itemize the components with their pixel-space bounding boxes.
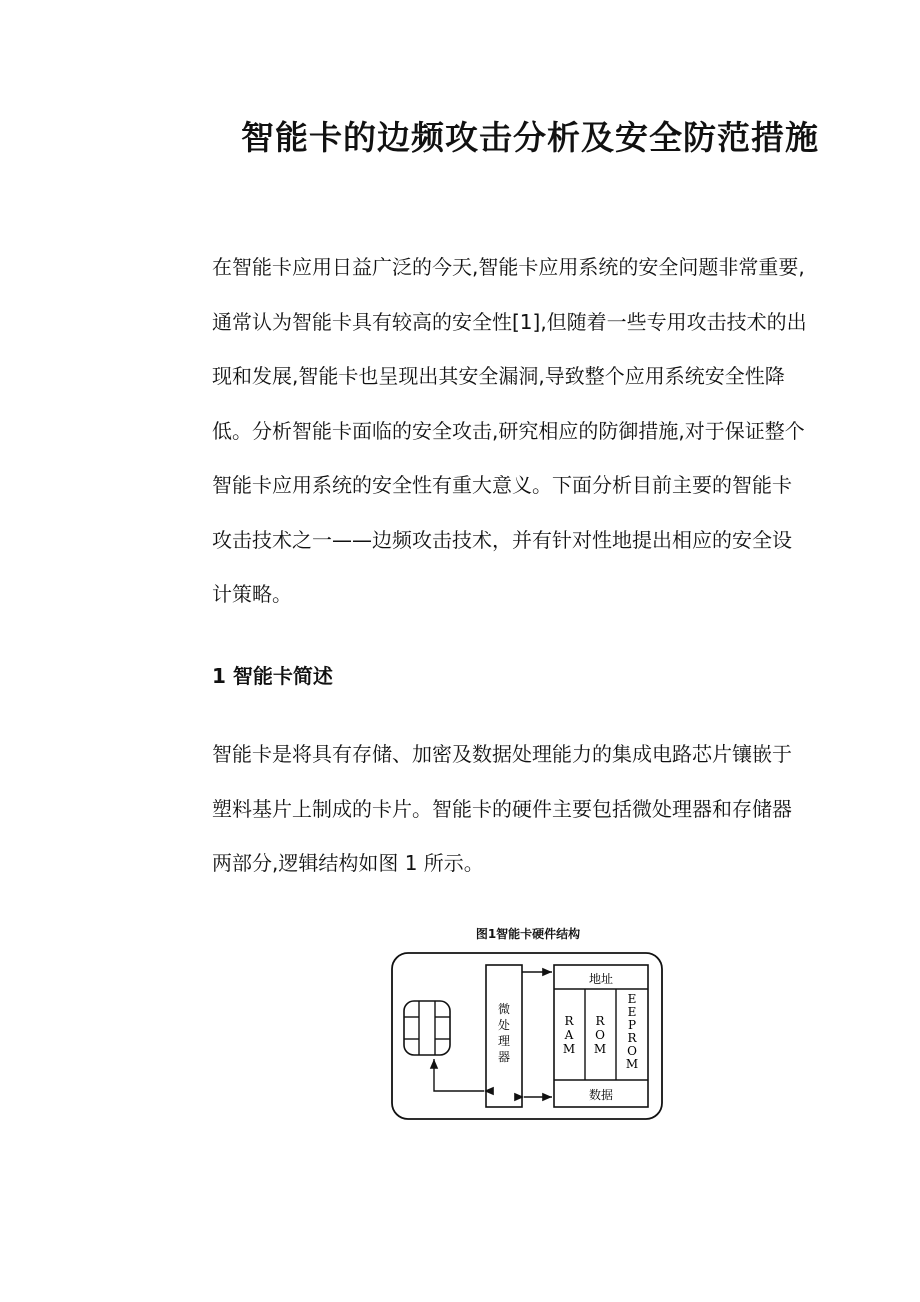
ram-label: M [562, 1042, 576, 1056]
figure-hardware-structure [388, 925, 668, 1125]
processor-label: 微 [497, 1002, 511, 1016]
intro-line: 现和发展,智能卡也呈现出其安全漏洞,导致整个应用系统安全性降 [212, 364, 785, 388]
eeprom-label: P [627, 1018, 637, 1032]
processor-label: 器 [497, 1050, 511, 1064]
document-title: 智能卡的边频攻击分析及安全防范措施 [241, 118, 819, 157]
figure-caption: 图1智能卡硬件结构 [475, 927, 581, 941]
io-arrow [434, 1059, 484, 1091]
ram-label: R [564, 1014, 574, 1028]
rom-label: R [595, 1014, 605, 1028]
eeprom-label: E [627, 1005, 637, 1019]
card-outline [392, 953, 662, 1119]
data-label: 数据 [588, 1088, 614, 1102]
section1-line: 塑料基片上制成的卡片。智能卡的硬件主要包括微处理器和存储器 [212, 796, 792, 821]
rom-label: O [595, 1028, 605, 1042]
eeprom-label: O [627, 1044, 637, 1058]
address-label: 地址 [588, 972, 614, 986]
section1-paragraph [212, 727, 862, 891]
hardware-diagram [388, 925, 668, 1125]
rom-label: M [593, 1042, 607, 1056]
eeprom-label: E [627, 992, 637, 1006]
chip-contact-icon [404, 1001, 450, 1055]
section1-line: 两部分,逻辑结构如图 1 所示。 [212, 851, 484, 875]
eeprom-label: R [627, 1031, 637, 1045]
section-heading: 1 智能卡简述 [212, 664, 333, 688]
intro-line: 计策略。 [212, 582, 292, 606]
intro-line: 在智能卡应用日益广泛的今天,智能卡应用系统的安全问题非常重要, [212, 255, 805, 279]
processor-label: 处 [497, 1018, 511, 1032]
intro-line: 智能卡应用系统的安全性有重大意义。下面分析目前主要的智能卡 [212, 473, 792, 497]
section1-line: 智能卡是将具有存储、加密及数据处理能力的集成电路芯片镶嵌于 [212, 742, 792, 766]
processor-label: 理 [497, 1034, 511, 1048]
ram-label: A [564, 1028, 574, 1042]
intro-paragraph [212, 240, 862, 622]
intro-line: 低。分析智能卡面临的安全攻击,研究相应的防御措施,对于保证整个 [212, 418, 805, 443]
eeprom-label: M [625, 1057, 639, 1071]
intro-line: 通常认为智能卡具有较高的安全性[1],但随着一些专用攻击技术的出 [212, 309, 807, 334]
intro-line: 攻击技术之一——边频攻击技术，并有针对性地提出相应的安全设 [212, 527, 792, 552]
